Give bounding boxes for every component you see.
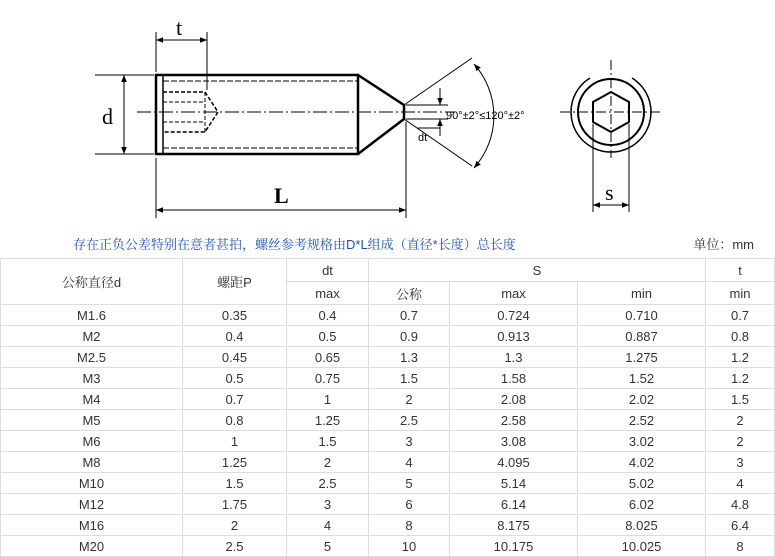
cell-t-min: 4.8 [706,494,775,515]
cell-s-nominal: 8 [369,515,450,536]
table-row [1,326,775,347]
header-s-min: min [578,282,706,305]
cell-s-min: 0.887 [578,326,706,347]
table-row [1,347,775,368]
cell-size: M2.5 [1,347,183,368]
cell-s-nominal: 3 [369,431,450,452]
header-dt-max: max [287,282,369,305]
cell-t-min: 3 [706,452,775,473]
spec-table-body [1,305,775,557]
d-label: d [102,104,113,129]
table-row [1,515,775,536]
table-row [1,431,775,452]
cell-t-min: 2 [706,410,775,431]
L-label: L [274,183,289,208]
cell-size: M20 [1,536,183,557]
cell-pitch: 1.25 [183,452,287,473]
screw-body [156,75,404,154]
cell-t-min: 1.2 [706,347,775,368]
cell-s-min: 1.52 [578,368,706,389]
tolerance-note: 存在正负公差特别在意者甚拍，螺丝参考规格由D*L组成（直径*长度）总长度 [73,237,516,252]
cell-pitch: 0.7 [183,389,287,410]
cell-t-min: 6.4 [706,515,775,536]
cell-s-max: 10.175 [450,536,578,557]
cell-s-nominal: 0.9 [369,326,450,347]
cell-size: M1.6 [1,305,183,326]
angle-label: 90°±2°≤120°±2° [446,110,525,122]
end-view [560,60,662,158]
header-pitch: 螺距P [183,259,287,305]
cell-s-min: 8.025 [578,515,706,536]
cell-dt-max: 0.75 [287,368,369,389]
cell-s-max: 5.14 [450,473,578,494]
cell-pitch: 0.5 [183,368,287,389]
cell-pitch: 1.5 [183,473,287,494]
t-label: t [176,15,183,40]
cell-s-min: 6.02 [578,494,706,515]
cell-t-min: 4 [706,473,775,494]
cell-dt-max: 5 [287,536,369,557]
table-row [1,494,775,515]
cell-s-max: 1.58 [450,368,578,389]
cell-t-min: 0.8 [706,326,775,347]
table-row [1,410,775,431]
cell-size: M2 [1,326,183,347]
table-row [1,305,775,326]
s-label: s [605,180,614,205]
cell-pitch: 0.35 [183,305,287,326]
cell-pitch: 0.8 [183,410,287,431]
cell-size: M12 [1,494,183,515]
cell-t-min: 0.7 [706,305,775,326]
cell-s-min: 10.025 [578,536,706,557]
cell-t-min: 1.5 [706,389,775,410]
cell-pitch: 1 [183,431,287,452]
dt-label: dt [418,132,428,144]
cell-s-nominal: 4 [369,452,450,473]
cell-pitch: 0.4 [183,326,287,347]
cell-s-max: 1.3 [450,347,578,368]
cell-pitch: 1.75 [183,494,287,515]
cell-s-nominal: 2 [369,389,450,410]
cell-s-max: 2.08 [450,389,578,410]
cell-s-max: 4.095 [450,452,578,473]
cell-size: M4 [1,389,183,410]
cell-s-max: 0.724 [450,305,578,326]
cell-size: M6 [1,431,183,452]
header-t-min: min [706,282,775,305]
table-row [1,473,775,494]
cell-size: M3 [1,368,183,389]
cell-dt-max: 1.25 [287,410,369,431]
cell-s-min: 0.710 [578,305,706,326]
cell-size: M8 [1,452,183,473]
table-row [1,452,775,473]
cell-size: M5 [1,410,183,431]
header-s-max: max [450,282,578,305]
cell-s-min: 2.52 [578,410,706,431]
cell-pitch: 0.45 [183,347,287,368]
cell-s-min: 4.02 [578,452,706,473]
header-t: t [706,259,775,282]
cell-s-nominal: 6 [369,494,450,515]
cell-dt-max: 0.65 [287,347,369,368]
cell-s-min: 3.02 [578,431,706,452]
cell-s-nominal: 1.3 [369,347,450,368]
cell-s-max: 6.14 [450,494,578,515]
header-s: S [369,259,706,282]
cell-t-min: 2 [706,431,775,452]
cell-s-nominal: 2.5 [369,410,450,431]
cell-s-max: 3.08 [450,431,578,452]
cell-pitch: 2 [183,515,287,536]
cell-s-nominal: 0.7 [369,305,450,326]
cell-t-min: 8 [706,536,775,557]
cell-size: M10 [1,473,183,494]
cell-dt-max: 4 [287,515,369,536]
header-nominal-diameter: 公称直径d [1,259,183,305]
header-s-nominal: 公称 [369,282,450,305]
cell-s-max: 8.175 [450,515,578,536]
note-bar [0,230,775,256]
cell-size: M16 [1,515,183,536]
cell-dt-max: 2 [287,452,369,473]
cell-s-max: 2.58 [450,410,578,431]
cell-s-min: 2.02 [578,389,706,410]
cell-s-nominal: 1.5 [369,368,450,389]
cell-t-min: 1.2 [706,368,775,389]
table-row [1,368,775,389]
cell-dt-max: 1 [287,389,369,410]
cell-s-min: 5.02 [578,473,706,494]
set-screw-diagram [0,0,775,228]
cell-dt-max: 3 [287,494,369,515]
table-row [1,389,775,410]
table-row [1,536,775,557]
cell-dt-max: 2.5 [287,473,369,494]
header-dt: dt [287,259,369,282]
cell-s-max: 0.913 [450,326,578,347]
cell-pitch: 2.5 [183,536,287,557]
cell-s-nominal: 10 [369,536,450,557]
cell-s-min: 1.275 [578,347,706,368]
cell-dt-max: 1.5 [287,431,369,452]
cell-s-nominal: 5 [369,473,450,494]
spec-table [0,258,775,557]
technical-drawing [0,0,775,228]
cell-dt-max: 0.4 [287,305,369,326]
unit-label: 单位：mm [693,237,754,252]
cell-dt-max: 0.5 [287,326,369,347]
